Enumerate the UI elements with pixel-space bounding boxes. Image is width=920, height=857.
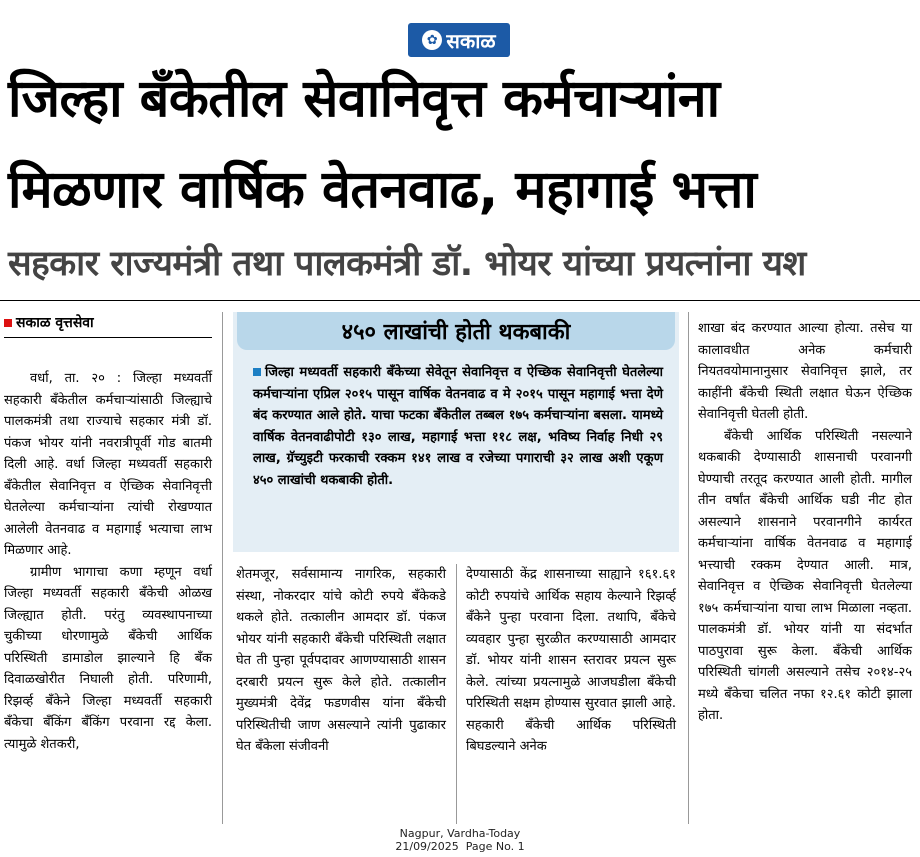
article-paragraph: ग्रामीण भागाचा कणा म्हणून वर्धा जिल्हा मध्यवर्ती सहकारी बँकेची ओळख जिल्ह्यात होती. परंतु व्यवस्थापनाच्या चुकीच्या धोरणामुळे बँकेची आर्थिक परिस्थिती डामाडोल झाल्याने हि बँक दिवाळखोरीत निघाली होती. परिणामी, रिझर्व्ह बँकेने जिल्हा मध्यवर्ती सहकारी बँकेचा बँकिंग बँकिंग परवाना रद्द केला. त्यामुळे शेतकरी, (4, 564, 212, 752)
highlight-box (233, 312, 679, 552)
highlight-box-body: जिल्हा मध्यवर्ती सहकारी बँकेच्या सेवेतून सेवानिवृत्त व ऐच्छिक सेवानिवृत्ती घेतलेल्या कर्मचाऱ्यांना एप्रिल २०१५ पासून वार्षिक वेतनवाढ व मे २०१५ पासून महागाई भत्ता देणे बंद करण्यात आले होते. याचा फटका बँकेतील तब्बल १७५ कर्मचाऱ्यांना बसला. यामध्ये वार्षिक वेतनवाढीपोटी १३० लाख, महागाई भत्ता ११८ लक्ष, भविष्य निर्वाह निधी २९ लाख, ग्रॅच्युइटी फरकाची रक्कम १४१ लाख व रजेच्या पगाराची ३२ लाख अशी एकूण ४५० लाखांची थकबाकी होती. (253, 365, 663, 488)
article-column-3 (466, 564, 676, 758)
headline-line-1: जिल्हा बँकेतील सेवानिवृत्त कर्मचाऱ्यांना (8, 69, 720, 129)
byline-rule (4, 337, 212, 338)
masthead-name: सकाळ (446, 28, 496, 53)
article-paragraph: वर्धा, ता. २० : जिल्हा मध्यवर्ती सहकारी बँकेतील कर्मचाऱ्यांसाठी जिल्ह्याचे पालकमंत्री तथा राज्याचे सहकार मंत्री डॉ. पंकज भोयर यांनी नवरात्रीपूर्वी गोड बातमी दिली आहे. वर्धा जिल्हा मध्यवर्ती सहकारी बँकेतील सेवानिवृत्त व ऐच्छिक सेवानिवृत्ती घेतलेल्या कर्मचाऱ्यांना त्यांची रोखण्यात आलेली वेतनवाढ व महागाई भत्याचा लाभ मिळणार आहे. (4, 371, 212, 558)
headline-line-2: मिळणार वार्षिक वेतनवाढ, महागाई भत्ता (8, 160, 757, 220)
byline (4, 313, 94, 332)
box-bullet-marker (253, 368, 261, 376)
article-column-2 (236, 564, 446, 758)
highlight-box-title: ४५० लाखांची होती थकबाकी (237, 312, 675, 350)
footer-edition: Nagpur, Vardha-Today (399, 827, 521, 840)
highlight-box-text (253, 362, 663, 491)
header-rule (0, 300, 920, 301)
column-divider (222, 312, 223, 824)
article-column-1 (4, 368, 212, 755)
column-divider (688, 312, 689, 824)
article-paragraph: शेतमजूर, सर्वसामान्य नागरिक, सहकारी संस्था, नोकरदार यांचे कोटी रुपये बँकेकडे थकले होते. तत्कालीन आमदार डॉ. पंकज भोयर यांनी सहकारी बँकेची परिस्थिती लक्षात घेत ती पुन्हा पूर्वपदावर आणण्यासाठी शासन दरबारी प्रयत्न सुरू केले होते. तत्कालीन मुख्यमंत्री देवेंद्र फडणवीस यांना बँकेची परिस्थितीची जाण असल्याने त्यांनी पुढाकार घेत बँकेला संजीवनी (236, 567, 446, 754)
byline-marker (4, 319, 12, 327)
newspaper-masthead (408, 23, 510, 57)
article-paragraph: देण्यासाठी केंद्र शासनाच्या साह्याने १६१.६१ कोटी रुपयांचे आर्थिक सहाय केल्याने रिझर्व्ह बँकेने पुन्हा परवाना दिला. तथापि, बँकेचे व्यवहार पुन्हा सुरळीत करण्यासाठी आमदार डॉ. भोयर यांनी शासन स्तरावर प्रयत्न सुरू केले. त्यांच्या प्रयत्नामुळे आजघडीला बँकेची परिस्थिती सक्षम होण्यास सुरवात झाली आहे. सहकारी बँकेची आर्थिक परिस्थिती बिघडल्याने अनेक (466, 567, 676, 754)
page-footer (0, 827, 920, 853)
article-paragraph: शाखा बंद करण्यात आल्या होत्या. तसेच या कालावधीत अनेक कर्मचारी नियतवयोमानानुसार सेवानिवृत्त झाले, तर काहींनी बँकेची स्थिती लक्षात घेऊन ऐच्छिक सेवानिवृत्ती घेतली होती. (698, 321, 912, 422)
sakal-emblem-icon: ✿ (422, 30, 442, 50)
article-paragraph: बँकेची आर्थिक परिस्थिती नसल्याने थकबाकी देण्यासाठी शासनाची परवानगी घेण्याची तरतूद करण्यात आली होती. मागील तीन वर्षांत बँकेची आर्थिक घडी नीट होत असल्याने शासनाने परवानगीने कार्यरत कर्मचाऱ्यांना वार्षिक वेतनवाढ व महागाई भत्त्याची रक्कम देण्यात आली. मात्र, सेवानिवृत्त व ऐच्छिक सेवानिवृत्ती घेतलेल्या १७५ कर्मचाऱ्यांना याचा लाभ मिळाला नव्हता. पालकमंत्री डॉ. भोयर यांनी या संदर्भात पाठपुरावा सुरू केला. बँकेची आर्थिक परिस्थिती चांगली असल्याने तसेच २०१४-२५ मध्ये बँकेचा चलित नफा १२.६१ कोटी झाला होता. (698, 428, 912, 723)
footer-date-page: 21/09/2025 Page No. 1 (395, 840, 525, 853)
column-divider (456, 564, 457, 824)
article-column-4 (698, 318, 912, 727)
subheadline: सहकार राज्यमंत्री तथा पालकमंत्री डॉ. भोयर यांच्या प्रयत्नांना यश (8, 244, 806, 284)
byline-text: सकाळ वृत्तसेवा (16, 315, 94, 331)
